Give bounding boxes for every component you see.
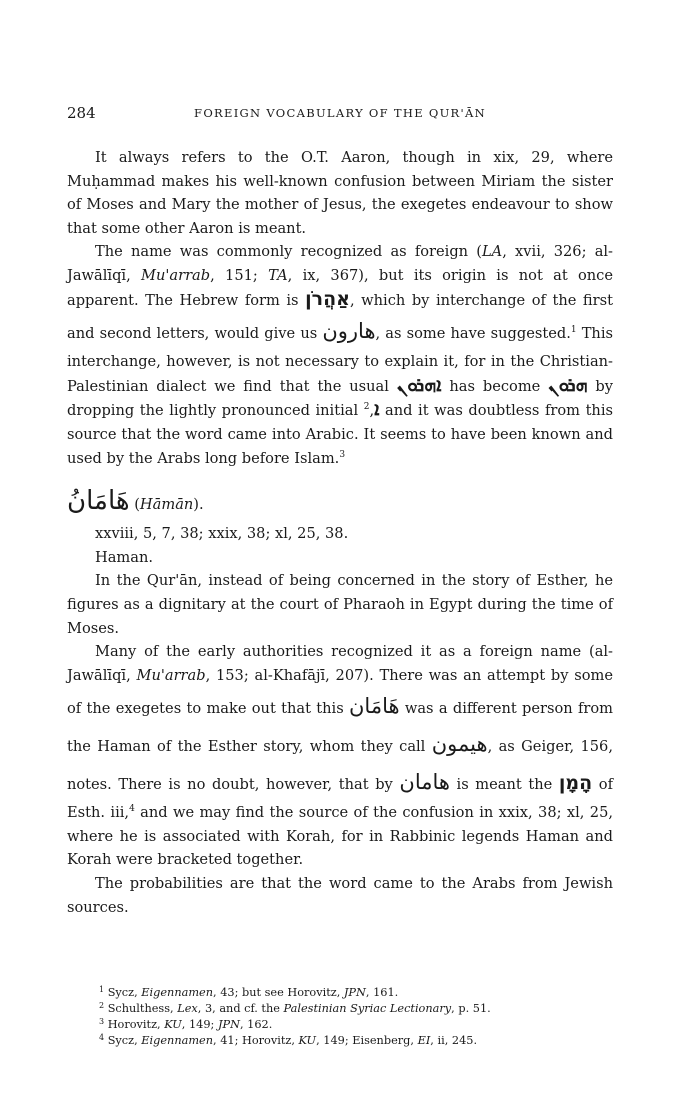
- text: and it was doubtless from this source that the word came into Arabic. It seems to have been known and used by the Arabs long before Islam.: [67, 402, 613, 467]
- text: , 149; Eisenberg,: [316, 1034, 418, 1047]
- text: The name was commonly recognized as foreign (: [95, 243, 482, 261]
- entry-arabic-haman: هَامَانُ: [67, 486, 130, 517]
- italic-citation: Lex: [177, 1002, 198, 1015]
- paragraph-haman-authorities: [67, 640, 613, 872]
- paragraph-conclusion: The probabilities are that the word came to the Arabs from Jewish sources.: [67, 875, 613, 916]
- arabic-haman: هَامَان: [349, 694, 400, 719]
- paragraph-aaron-reference: It always refers to the O.T. Aaron, though in xix, 29, where Muḥammad makes his well-known confusion between Miriam the sister of Moses and Mary the mother of Jesus, the exegetes endeavour to show that some other Aaron is meant.: [67, 149, 613, 237]
- footnote-2: [99, 1001, 619, 1017]
- text: , as Geiger, 156, notes. There is no doubt, however, that by: [67, 738, 613, 794]
- text: was a different person from the Haman of the Esther story, whom they call: [67, 700, 613, 756]
- text: Horovitz,: [107, 1018, 165, 1031]
- paragraph-haman-quran: In the Qur'ān, instead of being concerned in the story of Esther, he figures as a dignitary at the court of Pharaoh in Egypt during the time of Moses.: [67, 572, 613, 637]
- text: , which by interchange of the first and second letters, would give us: [67, 291, 613, 343]
- text: is meant the: [449, 776, 559, 794]
- citation-la: LA: [481, 243, 503, 261]
- citation-ta: TA: [268, 266, 288, 284]
- running-title: FOREIGN VOCABULARY OF THE QUR'ĀN: [194, 106, 486, 120]
- arabic-haman-plain: هامان: [399, 770, 450, 795]
- footnote-ref-4[interactable]: 4: [129, 804, 135, 815]
- text: by dropping the lightly pronounced initial: [67, 377, 614, 420]
- arabic-harun: هارون: [322, 319, 376, 344]
- text: , 151;: [210, 266, 269, 284]
- text: , 161.: [365, 986, 399, 999]
- italic-citation: Eigennamen: [141, 986, 214, 999]
- entry-gloss: Haman.: [95, 548, 154, 566]
- text: ,: [369, 402, 375, 420]
- footnote-number: 3: [99, 1017, 105, 1026]
- text: , 162.: [239, 1018, 273, 1031]
- italic-citation: JPN: [217, 1018, 240, 1031]
- page-number: 284: [67, 104, 96, 122]
- text: Sycz,: [107, 986, 142, 999]
- text: , 43; but see Horovitz,: [213, 986, 344, 999]
- footnote-number: 4: [99, 1033, 105, 1042]
- text: , 149;: [181, 1018, 218, 1031]
- text: , 3, and cf. the: [197, 1002, 284, 1015]
- footnote-number: 1: [99, 985, 105, 994]
- syriac-harun: ܗܪܘܢ: [548, 373, 588, 396]
- italic-citation: JPN: [343, 986, 366, 999]
- citation-muarrab: Mu'arrab: [136, 666, 206, 684]
- footnote-ref-1[interactable]: 1: [570, 325, 577, 336]
- footnote-ref-3[interactable]: 3: [339, 449, 346, 460]
- text: and we may find the source of the confusion in xxix, 38; xl, 25, where he is associated with Korah, for in Rabbinic legends Haman and Korah were bracketed together.: [67, 804, 613, 869]
- text: , xvii, 326; al-Jawālīqī,: [67, 243, 613, 284]
- running-head: [67, 104, 613, 124]
- hebrew-aharon: אַהֲרֹן: [305, 287, 350, 310]
- entry-heading-haman: [67, 484, 613, 522]
- body-text: [67, 146, 613, 919]
- syriac-aharun: ܐܗܪܘܢ: [396, 373, 442, 396]
- footnotes: [99, 985, 619, 1049]
- italic-citation: Eigennamen: [141, 1034, 214, 1047]
- text: has become: [441, 377, 549, 395]
- text: Many of the early authorities recognized it as a foreign name (al-Jawālīqī,: [67, 643, 613, 684]
- text: , 153; al-Khafājī, 207). There was an attempt by some of the exegetes to make out that this: [67, 666, 613, 718]
- syriac-alaph: ܐ: [374, 398, 380, 421]
- text: , 41; Horovitz,: [213, 1034, 299, 1047]
- text: , ix, 367), but its origin is not at once apparent. The Hebrew form is: [67, 266, 613, 309]
- text: This interchange, however, is not necessary to explain it, for in the Christian-Palestinian dialect we find that the usual: [67, 325, 613, 395]
- text: Sycz,: [107, 1034, 142, 1047]
- italic-citation: Palestinian Syriac Lectionary: [283, 1002, 452, 1015]
- text: Schulthess,: [107, 1002, 178, 1015]
- text: (: [134, 496, 140, 514]
- italic-citation: EI: [417, 1034, 431, 1047]
- italic-citation: KU: [164, 1018, 182, 1031]
- text: of Esth. iii,: [67, 776, 613, 822]
- entry-transliteration: Hāmān: [139, 496, 194, 514]
- footnote-number: 2: [99, 1001, 105, 1010]
- paragraph-aaron-origin: [67, 240, 613, 470]
- footnote-ref-2[interactable]: 2: [363, 402, 370, 413]
- entry-references: xxviii, 5, 7, 38; xxix, 38; xl, 25, 38.: [95, 525, 349, 543]
- hebrew-haman: הָמָן: [558, 772, 593, 795]
- footnote-3: [99, 1017, 619, 1033]
- footnote-1: [99, 985, 619, 1001]
- text: , as some have suggested.: [375, 325, 571, 343]
- text: ).: [193, 496, 204, 514]
- citation-muarrab: Mu'arrab: [141, 266, 211, 284]
- footnote-4: [99, 1033, 619, 1049]
- text: , p. 51.: [451, 1002, 491, 1015]
- text: , ii, 245.: [430, 1034, 478, 1047]
- italic-citation: KU: [298, 1034, 317, 1047]
- arabic-haymun: هيمون: [431, 732, 488, 757]
